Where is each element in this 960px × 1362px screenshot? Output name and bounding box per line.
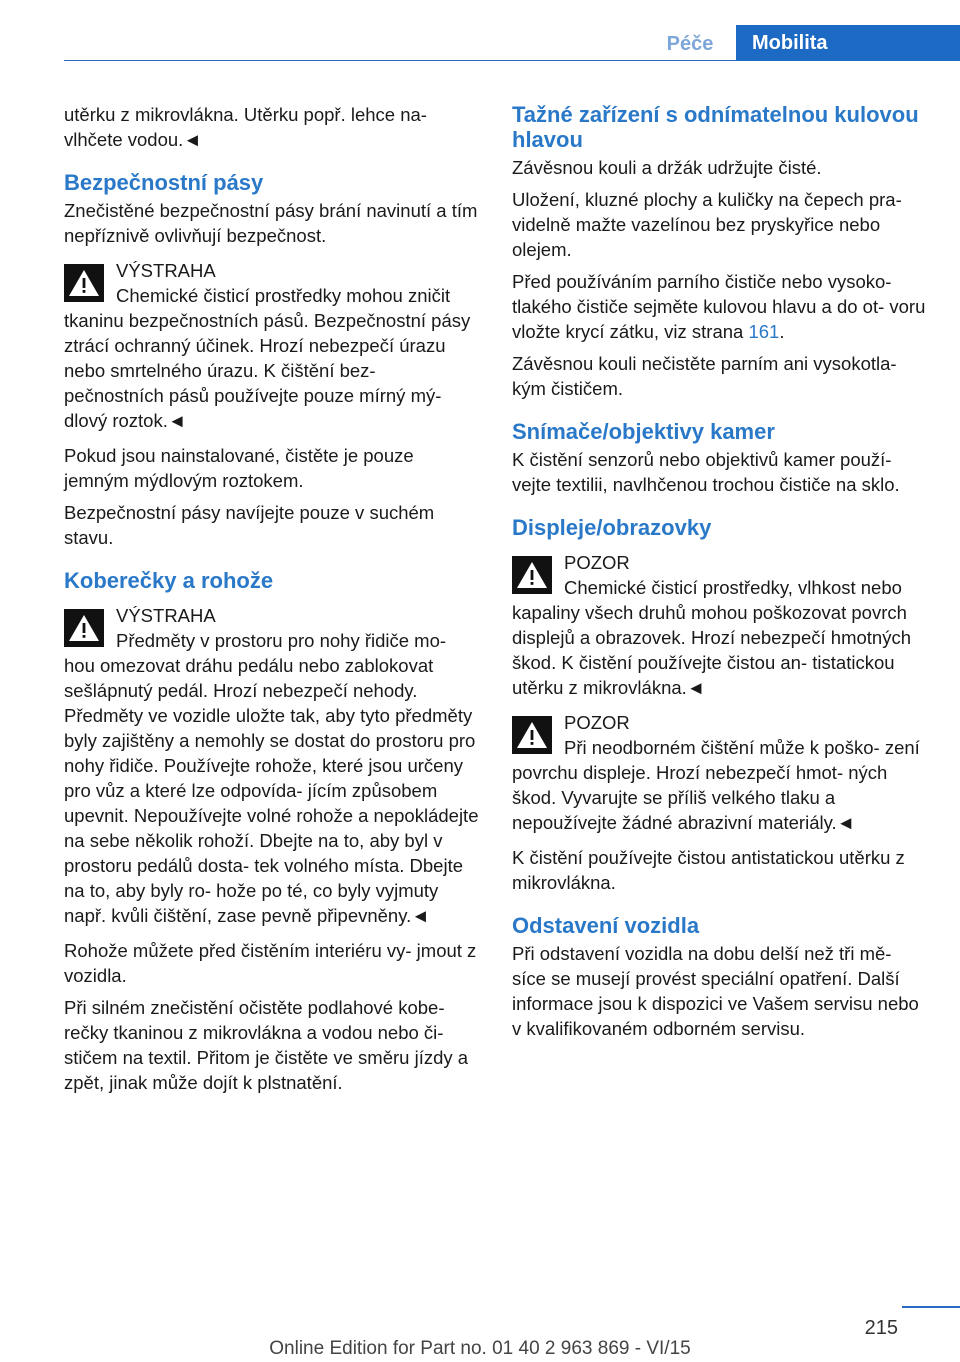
- caution-text: Chemické čisticí prostředky, vlhkost nebo kapaliny všech druhů mohou poškozovat povrch displejů a obrazovek. Hrozí nebezpečí hmotných škod. K čistění používejte čistou an‐ tistatickou utěrku z mikrovlákna.◄: [512, 577, 911, 698]
- left-column: [64, 102, 480, 1102]
- warning-text: Chemické čisticí prostředky mohou zničit tkaninu bezpečnostních pásů. Bezpečnostní pásy ztrácí ochranný účinek. Hrozí nebezpečí úrazu nebo smrtelného úrazu. K čištění bez‐ pečnostních pásů používejte pouze mírný mý‐ dlový roztok.◄: [64, 285, 471, 431]
- heavy-dirt-paragraph: Při silném znečistění očistěte podlahové kobe‐ rečky tkaninou z mikrovlákna a vodou nebo či‐ stičem na textil. Přitom je čistěte ve směru jízdy a zpět, jinak může dojít k plstnatění.: [64, 997, 469, 1093]
- displays-paragraph: K čistění používejte čistou antistatickou utěrku z mikrovlákna.: [512, 847, 905, 893]
- tab-care[interactable]: Péče: [666, 33, 714, 55]
- parking-paragraph: Při odstavení vozidla na dobu delší než tři mě‐ síce se musejí provést speciální opatření. Další informace jsou k dispozici ve Vašem servisu nebo v kvalifikovaném odborném servisu.: [512, 943, 919, 1039]
- heading-parking: Odstavení vozidla: [512, 913, 700, 938]
- seat-belts-paragraph: Znečistěné bezpečnostní pásy brání navinutí a tím nepříznivě ovlivňují bezpečnost.: [64, 200, 478, 246]
- warning-triangle-icon: [512, 716, 552, 754]
- heading-mats: Koberečky a rohože: [64, 568, 274, 593]
- caution-box-displays-1: [512, 550, 928, 700]
- page-reference-link[interactable]: 161: [748, 321, 780, 342]
- tab-mobility[interactable]: Mobilita: [736, 25, 960, 61]
- warning-box-belts: [64, 258, 480, 433]
- tow-paragraph-1: Závěsnou kouli a držák udržujte čisté.: [512, 157, 822, 178]
- heading-cameras: Snímače/objektivy kamer: [512, 419, 775, 444]
- warning-triangle-icon: [64, 609, 104, 647]
- caution-text: Při neodborném čištění může k poško‐ zení povrchu displeje. Hrozí nebezpečí hmot‐ ných škod. Vyvarujte se příliš velkého tlaku a nepoužívejte žádné abrazivní materiály.◄: [512, 737, 920, 833]
- warning-box-mats: [64, 603, 480, 928]
- dry-paragraph: Bezpečnostní pásy navíjejte pouze v suchém stavu.: [64, 502, 435, 548]
- caution-label: POZOR: [564, 712, 630, 733]
- warning-label: VÝSTRAHA: [116, 260, 216, 281]
- warning-triangle-icon: [512, 556, 552, 594]
- caution-box-displays-2: [512, 710, 928, 835]
- footer-rule: [902, 1306, 960, 1308]
- cameras-paragraph: K čistění senzorů nebo objektivů kamer použí‐ vejte textilii, navlhčenou trochou čističe na sklo.: [512, 449, 900, 495]
- warning-label: VÝSTRAHA: [116, 605, 216, 626]
- tow-paragraph-4: Závěsnou kouli nečistěte parním ani vysokotla‐ kým čističem.: [512, 353, 897, 399]
- heading-seat-belts: Bezpečnostní pásy: [64, 170, 264, 195]
- edition-note: Online Edition for Part no. 01 40 2 963 869 - VI/15: [269, 1338, 691, 1359]
- tow-paragraph-2: Uložení, kluzné plochy a kuličky na čepech pra‐ videlně mažte vazelínou bez pryskyřice nebo olejem.: [512, 189, 902, 260]
- warning-triangle-icon: [64, 264, 104, 302]
- soap-paragraph: Pokud jsou nainstalované, čistěte je pouze jemným mýdlovým roztokem.: [64, 445, 414, 491]
- page-number: 215: [864, 1317, 898, 1339]
- tow-paragraph-3: [512, 269, 928, 344]
- heading-tow-hitch: Tažné zařízení s odnímatelnou kulovou hlavou: [512, 102, 919, 152]
- caution-label: POZOR: [564, 552, 630, 573]
- remove-mats-paragraph: Rohože můžete před čistěním interiéru vy‐ jmout z vozidla.: [64, 940, 477, 986]
- intro-paragraph: utěrku z mikrovlákna. Utěrku popř. lehce na‐ vlhčete vodou.◄: [64, 104, 427, 150]
- tow-paragraph-3-text: Před používáním parního čističe nebo vysoko‐ tlakého čističe sejměte kulovou hlavu a do ot‐ voru vložte krycí zátku, viz strana: [512, 271, 926, 342]
- tow-paragraph-3-end: .: [779, 321, 785, 342]
- warning-text: Předměty v prostoru pro nohy řidiče mo‐ hou omezovat dráhu pedálu nebo zablokovat sešlápnutý pedál. Hrozí nebezpečí nehody. Předměty ve vozidle uložte tak, aby tyto předměty byly zajištěny a nemohly se dostat do prostoru pro nohy řidiče. Používejte rohože, které jsou určeny pro vůz a které lze odpovída‐ jícím způsobem upevnit. Nepoužívejte volné rohože a nepokládejte na sebe několik rohoží. Dbejte na to, aby byl v prostoru pedálů dosta‐ tek volného místa. Dbejte na to, aby byly ro‐ hože po té, co byly vyjmuty např. kvůli čištění, zase pevně připevněny.◄: [64, 630, 479, 926]
- right-column: [512, 102, 928, 1048]
- heading-displays: Displeje/obrazovky: [512, 515, 712, 540]
